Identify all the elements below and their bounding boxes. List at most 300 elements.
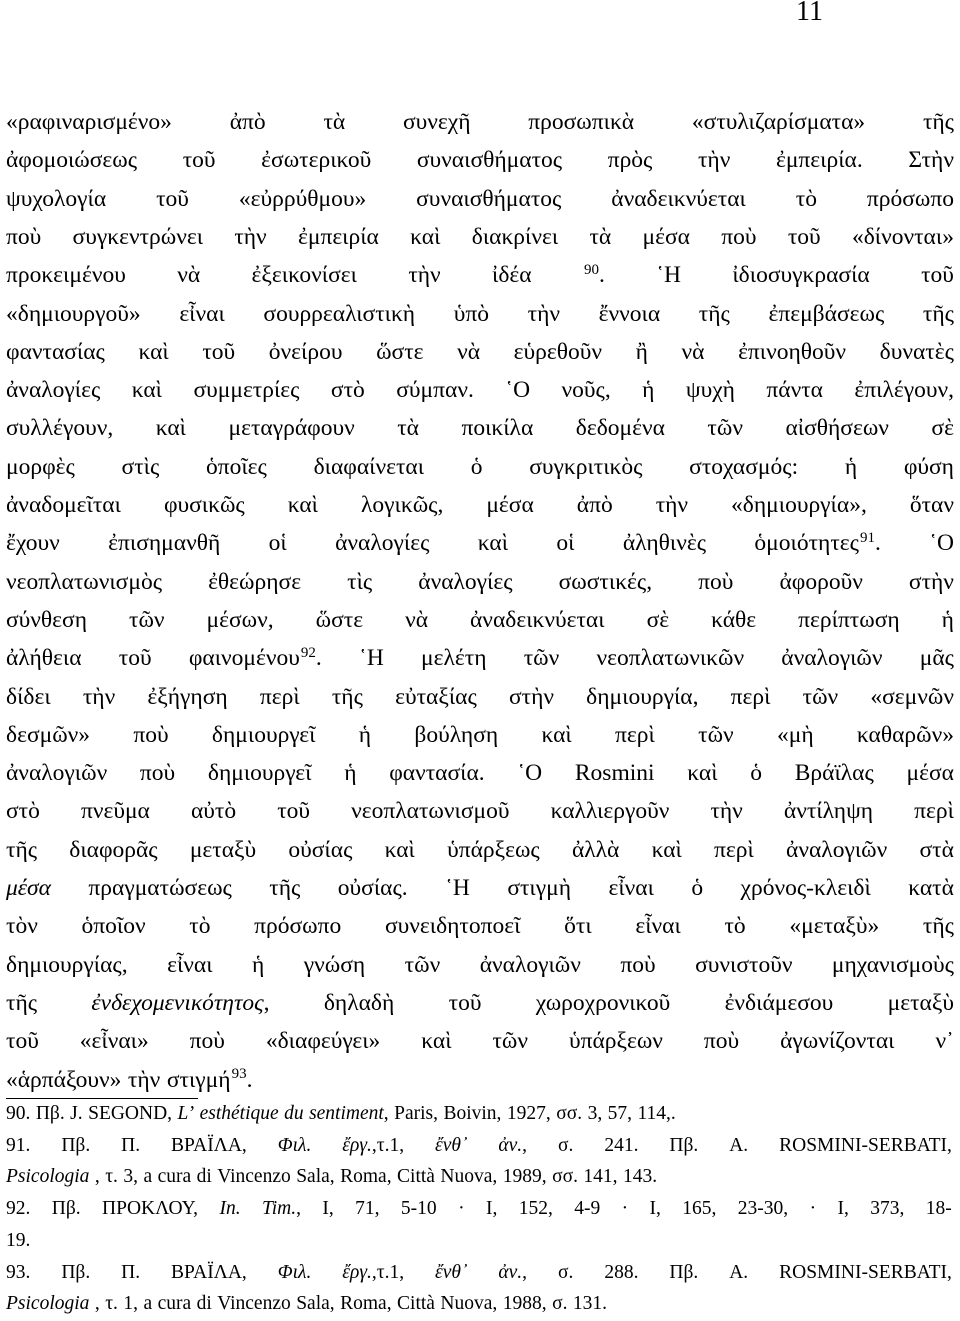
word: ἀναδεικνύεται (611, 185, 746, 212)
text-line (6, 563, 954, 601)
italic-text: ἀν. (498, 1261, 523, 1283)
word: 165, (682, 1198, 717, 1220)
word: τοῦ (6, 1028, 39, 1055)
word: τοῦ (921, 262, 954, 289)
footnote-line (6, 1161, 952, 1192)
text-line (6, 678, 954, 716)
text-line (6, 486, 954, 524)
word: πραγματώσεως (88, 875, 232, 901)
word: 91. (6, 1134, 31, 1156)
word: · (621, 1198, 629, 1220)
word: σ. (557, 1134, 574, 1156)
text-line (6, 256, 954, 294)
word: ποὺ (620, 951, 656, 978)
word: φαντασία. (389, 760, 485, 787)
word: νεοπλατωνισμοῦ (351, 798, 510, 825)
word: di (196, 1166, 212, 1188)
word: καθαρῶν» (856, 721, 954, 748)
word: 373, (870, 1198, 905, 1220)
word: εἶναι (608, 875, 654, 901)
word: τῆς (6, 989, 38, 1016)
word: sentiment, (309, 1103, 389, 1124)
word: πνεῦμα (80, 798, 150, 825)
word: Tim., (261, 1198, 301, 1220)
word: μεταξὺ (887, 989, 954, 1016)
word: στὴν (908, 568, 954, 595)
word: Rosmini (574, 760, 655, 787)
word: 90. (6, 1103, 31, 1124)
word: τοῦ (156, 185, 189, 212)
word: τῶν (492, 1028, 529, 1055)
word: καὶ (421, 1028, 452, 1055)
word: ἀναλογίες (6, 377, 101, 404)
word: ἀν., (498, 1261, 528, 1283)
word: οὐσίας (288, 836, 353, 863)
word: μᾶς (919, 645, 954, 672)
word: νεοπλατωνισμὸς (6, 568, 162, 595)
word: ψυχὴ (685, 377, 735, 404)
word: a (143, 1166, 153, 1188)
word: εἶναι (635, 913, 681, 940)
word: ἀναλογιῶν (6, 760, 108, 787)
word: σωστικές, (558, 568, 653, 595)
word: , (94, 1166, 100, 1188)
text-line (6, 524, 954, 562)
word: τ. (105, 1293, 118, 1315)
word: σὲ (931, 415, 954, 442)
word: στὴν (508, 683, 554, 710)
word: στὰ (919, 836, 954, 863)
italic-text: ἀν. (498, 1134, 523, 1156)
word: ἡ (941, 606, 954, 633)
text-line (6, 333, 954, 371)
word: δημιουργεῖ (211, 721, 316, 748)
word: Π. (121, 1134, 141, 1156)
text-line (6, 295, 954, 333)
word: ἀναδομεῖται (6, 492, 121, 518)
word: τὴν (82, 683, 116, 710)
italic-text: Psicologia (6, 1293, 90, 1315)
word: Nuova, (440, 1293, 498, 1315)
italic-text: ἔνθ᾽ (435, 1261, 468, 1283)
word: «μὴ (776, 721, 814, 748)
word: συμμετρίες (193, 377, 300, 404)
word: ἔργ.,τ.1, (342, 1134, 405, 1156)
word: Sala, (296, 1293, 335, 1315)
text-line (6, 639, 954, 677)
word: Sala, (296, 1166, 335, 1188)
word: ἐμπειρία. (775, 147, 863, 174)
word: ΒΡΑΪΛΑ, (171, 1261, 247, 1283)
word: «ἁρπάξουν» (6, 1066, 122, 1093)
footnote-reference: 90 (583, 261, 599, 278)
word: I, (649, 1198, 661, 1220)
word: ποὺ (698, 568, 734, 595)
word: τοῦ (182, 147, 216, 174)
word: ἀναλογίες (418, 568, 513, 595)
word: A. (729, 1134, 749, 1156)
italic-text: sentiment (309, 1103, 384, 1124)
word: Πβ. (61, 1261, 91, 1283)
word: συναισθήματος (416, 147, 563, 174)
word: δημιουργία, (586, 683, 699, 710)
word: 4-9 (574, 1198, 601, 1220)
text-line (6, 716, 954, 754)
word: περίπτωση (798, 606, 900, 633)
word: τὴν (655, 492, 689, 518)
word: νὰ (177, 262, 201, 289)
word: ὁποῖον (81, 913, 146, 940)
word: 1988, (502, 1293, 547, 1315)
word: ἀν., (498, 1134, 528, 1156)
word: 143. (623, 1166, 658, 1188)
word: ὑπὸ (453, 300, 489, 327)
word: «εἶναι» (79, 1028, 149, 1055)
word: τῶν (523, 645, 560, 672)
word: τῶν (802, 683, 839, 710)
word: τῶν (698, 721, 734, 748)
word: σύνθεση (6, 606, 88, 633)
word: Πβ. (669, 1261, 699, 1283)
word: ἀπὸ (576, 492, 613, 518)
word: 1, (123, 1293, 138, 1315)
word: ἔννοια (598, 300, 661, 327)
word: ἐπιλέγουν, (854, 377, 954, 404)
word: καὶ (155, 415, 186, 442)
word: ἀλήθεια (6, 645, 82, 672)
word: σσ. (552, 1166, 578, 1188)
word: στιγμή$^{93}$. (166, 1066, 253, 1093)
word: ῾Ο (505, 377, 531, 404)
word: ῾Η (445, 875, 470, 901)
word: μηχανισμοὺς (831, 951, 954, 978)
footnote-line (6, 1193, 952, 1224)
word: ὁποῖες (205, 453, 267, 480)
word (6, 1288, 89, 1319)
word: ἀναλογίες (335, 530, 430, 557)
word: 71, (355, 1198, 380, 1220)
text-line (6, 946, 954, 984)
word: συνειδητοποεῖ (384, 913, 521, 940)
word: καὶ (477, 530, 509, 557)
word: δημιουργεῖ (207, 760, 312, 787)
word: «ραφιναρισμένο» (6, 109, 172, 135)
word: ἀλλὰ (571, 836, 620, 863)
footnote-reference: 91 (859, 530, 875, 547)
italic-text: Φιλ. (277, 1134, 312, 1156)
word: ποὺ (721, 223, 757, 250)
word: 141, (583, 1166, 618, 1188)
word: ἐξήγηση (147, 683, 228, 710)
word (200, 1098, 279, 1129)
word: ἀφοροῦν (779, 568, 863, 595)
word: σουρρεαλιστικὴ (263, 300, 416, 327)
word: Πβ. (35, 1103, 65, 1124)
word: Paris, (394, 1103, 438, 1124)
word: χρόνος-κλειδὶ (740, 875, 871, 901)
word: καὶ (410, 223, 441, 250)
italic-text: esthétique (199, 1103, 279, 1124)
word (178, 1098, 195, 1129)
word: τοῦ (787, 223, 821, 250)
word: καὶ (541, 721, 572, 748)
word: τὸ (724, 913, 746, 940)
word: ἡ (844, 453, 858, 480)
text-line (6, 831, 954, 869)
word: «μεταξὺ» (789, 913, 880, 940)
word: δηλαδὴ (323, 989, 395, 1016)
word: ν᾽ (935, 1028, 954, 1055)
word: ψυχολογία (6, 185, 107, 212)
footnote-line (6, 1130, 952, 1161)
word: 131. (572, 1293, 608, 1315)
word: «σεμνῶν (870, 683, 954, 710)
word: νὰ (457, 338, 481, 365)
word: ποὺ (6, 223, 42, 250)
text-line (6, 1061, 954, 1099)
word: τὰ (589, 223, 612, 250)
word: διαφαίνεται (313, 453, 425, 480)
word: ἀντίληψη (783, 798, 874, 825)
word: ἔχουν (6, 530, 60, 557)
word: «δημιουργία», (731, 492, 867, 518)
word: σσ. (556, 1103, 583, 1124)
word: ὀνείρου (268, 338, 343, 365)
text-line (6, 409, 954, 447)
word: νεοπλατωνικῶν (596, 645, 745, 672)
word: εὐταξίας (395, 683, 477, 710)
word: αὐτὸ (190, 798, 237, 825)
word: ἀναλογιῶν (786, 836, 888, 863)
word: περὶ (714, 836, 754, 863)
word: ἔργ.,τ.1, (342, 1261, 405, 1283)
italic-text: ἐνδεχομενικότητος (91, 989, 264, 1016)
word: Vincenzo (217, 1293, 291, 1315)
word (219, 1193, 240, 1224)
word: ποὺ (189, 1028, 225, 1055)
text-line (6, 601, 954, 639)
word: διαφορᾶς (69, 836, 158, 863)
word: τῆς (922, 109, 954, 135)
word: 92. (6, 1198, 31, 1220)
word: 18- (925, 1198, 952, 1220)
word: μορφὲς (6, 453, 75, 480)
word: προσωπικὰ (528, 109, 635, 135)
text-line (6, 448, 954, 486)
word: τὴν (127, 1066, 161, 1093)
word: ἀγωνίζονται (780, 1028, 895, 1055)
word: ἐνδεχομενικότητος, (91, 989, 270, 1016)
page-number: 11 (796, 0, 823, 27)
word: τῶν (404, 951, 441, 978)
word: SEGOND, (88, 1103, 173, 1124)
italic-text: ἔργ. (342, 1134, 372, 1156)
word: σ. (557, 1261, 574, 1283)
word: Π. (121, 1261, 141, 1283)
word: ROSMINI-SERBATI, (779, 1261, 952, 1283)
word: τὴν (697, 147, 731, 174)
word: Βράϊλας (794, 760, 874, 787)
word: νὰ (405, 606, 429, 633)
word: ἐξεικονίσει (251, 262, 357, 289)
word: τῆς (269, 875, 301, 901)
word: τῆς (698, 300, 730, 327)
word: ἢ (635, 338, 648, 365)
word: τοῦ (118, 645, 152, 672)
word: τὴν (234, 223, 267, 250)
word: φύση (903, 453, 954, 480)
italic-text: du (284, 1103, 304, 1124)
text-line (6, 869, 954, 907)
text-line (6, 103, 954, 141)
word: «εὐρρύθμου» (238, 185, 367, 212)
word: , (94, 1293, 100, 1315)
word: ἰδιοσυγκρασία (732, 262, 870, 289)
word (6, 1161, 89, 1192)
word: ὅταν (909, 492, 954, 518)
text-line (6, 984, 954, 1022)
word: ῾Ο (929, 530, 954, 557)
word: τὰ (323, 109, 346, 135)
word: φυσικῶς (163, 492, 245, 518)
footnote-line (6, 1288, 952, 1319)
word: 152, (518, 1198, 553, 1220)
word: συνεχῆ (402, 109, 471, 135)
word: Roma, (340, 1166, 392, 1188)
word: πρόσωπο (866, 185, 954, 212)
word: συλλέγουν, (6, 415, 114, 442)
word: φαντασίας (6, 338, 105, 365)
word: στιγμὴ (507, 875, 572, 901)
word: διακρίνει (471, 223, 559, 250)
italic-text: ἔνθ᾽ (435, 1134, 468, 1156)
word: καὶ (651, 836, 682, 863)
italic-text: Tim. (261, 1198, 297, 1220)
word: τὸν (6, 913, 38, 940)
word: 3, (587, 1103, 603, 1124)
word: τὸ (795, 185, 817, 212)
word: ὥστε (376, 338, 424, 365)
word: ὑπάρξεων (568, 1028, 663, 1055)
word: 57, (607, 1103, 633, 1124)
word: ῾Η (359, 645, 384, 672)
text-line (6, 180, 954, 218)
word: I, (837, 1198, 849, 1220)
word: τῆς (922, 913, 954, 940)
word: «στυλιζαρίσματα» (691, 109, 866, 135)
text-line (6, 754, 954, 792)
word: «δίνονται» (851, 223, 954, 250)
word: συνιστοῦν (695, 951, 793, 978)
word: μεταγράφουν (228, 415, 355, 442)
word: ἡ (252, 951, 265, 978)
word: ῾Η (656, 262, 681, 289)
word: νοῦς, (561, 377, 611, 404)
word: περὶ (730, 683, 771, 710)
word: ROSMINI-SERBATI, (779, 1134, 952, 1156)
word: ἀναδεικνύεται (470, 606, 605, 633)
word: μέσα (906, 760, 954, 787)
word: νὰ (681, 338, 705, 365)
word: τ. (105, 1166, 118, 1188)
word: τὴν (408, 262, 441, 289)
word: I, (322, 1198, 334, 1220)
word: εἶναι (179, 300, 225, 327)
word: 1989, (502, 1166, 547, 1188)
word: βούληση (414, 721, 499, 748)
word: ἐμπειρία (297, 223, 379, 250)
word: di (196, 1293, 212, 1315)
word: ὁ (691, 875, 704, 901)
word: τὸ (189, 913, 211, 940)
word: τὰ (397, 415, 419, 442)
word: τῆς (922, 300, 954, 327)
word: κάθε (711, 606, 757, 633)
italic-text: In. (219, 1198, 241, 1220)
word: καὶ (687, 760, 718, 787)
word: συγκριτικὸς (529, 453, 643, 480)
word: ἀπὸ (229, 109, 266, 135)
word: ἐπεμβάσεως (768, 300, 885, 327)
word: 288. (604, 1261, 639, 1283)
text-line (6, 218, 954, 256)
word: τοῦ (448, 989, 482, 1016)
word: cura (157, 1293, 192, 1315)
word: 23-30, (737, 1198, 789, 1220)
word: τῆς (6, 836, 38, 863)
word: σὲ (646, 606, 670, 633)
word: Πβ. (61, 1134, 91, 1156)
text-line (6, 792, 954, 830)
footnote-reference: 93 (231, 1066, 247, 1083)
text-line (6, 141, 954, 179)
word: κατὰ (908, 875, 954, 901)
word: ἐνδιάμεσου (724, 989, 834, 1016)
word: 1927, (506, 1103, 551, 1124)
word: συναισθήματος (416, 185, 562, 212)
word: ποὺ (133, 721, 169, 748)
word: μέσων, (206, 606, 274, 633)
word: 114,. (637, 1103, 676, 1124)
word: ὑπάρξεως (447, 836, 540, 863)
word (284, 1098, 304, 1129)
word: φαινομένου$^{92}$. (188, 644, 322, 672)
word: στοχασμός: (689, 453, 799, 480)
word: J. (70, 1103, 83, 1124)
word: Στὴν (908, 147, 954, 174)
word: Vincenzo (217, 1166, 291, 1188)
word: cura (157, 1166, 192, 1188)
word: 19. (6, 1229, 31, 1251)
word: περὶ (615, 721, 655, 748)
word: «διαφεύγει» (265, 1028, 381, 1055)
word: 3, (123, 1166, 138, 1188)
word: $^{90}$. (583, 261, 605, 289)
word: γνώση (303, 951, 366, 978)
word: τὴν (527, 300, 560, 327)
word: καλλιεργοῦν (550, 798, 670, 825)
word: εἶναι (167, 951, 213, 978)
word: καὶ (287, 492, 319, 518)
word: ποὺ (703, 1028, 740, 1055)
text-line (6, 371, 954, 409)
word: σύμπαν. (396, 377, 474, 404)
word: 5-10 (400, 1198, 437, 1220)
word: ΒΡΑΪΛΑ, (171, 1134, 247, 1156)
word: οἱ (556, 530, 575, 557)
word: πρόσωπο (254, 913, 342, 940)
word: καὶ (131, 377, 162, 404)
